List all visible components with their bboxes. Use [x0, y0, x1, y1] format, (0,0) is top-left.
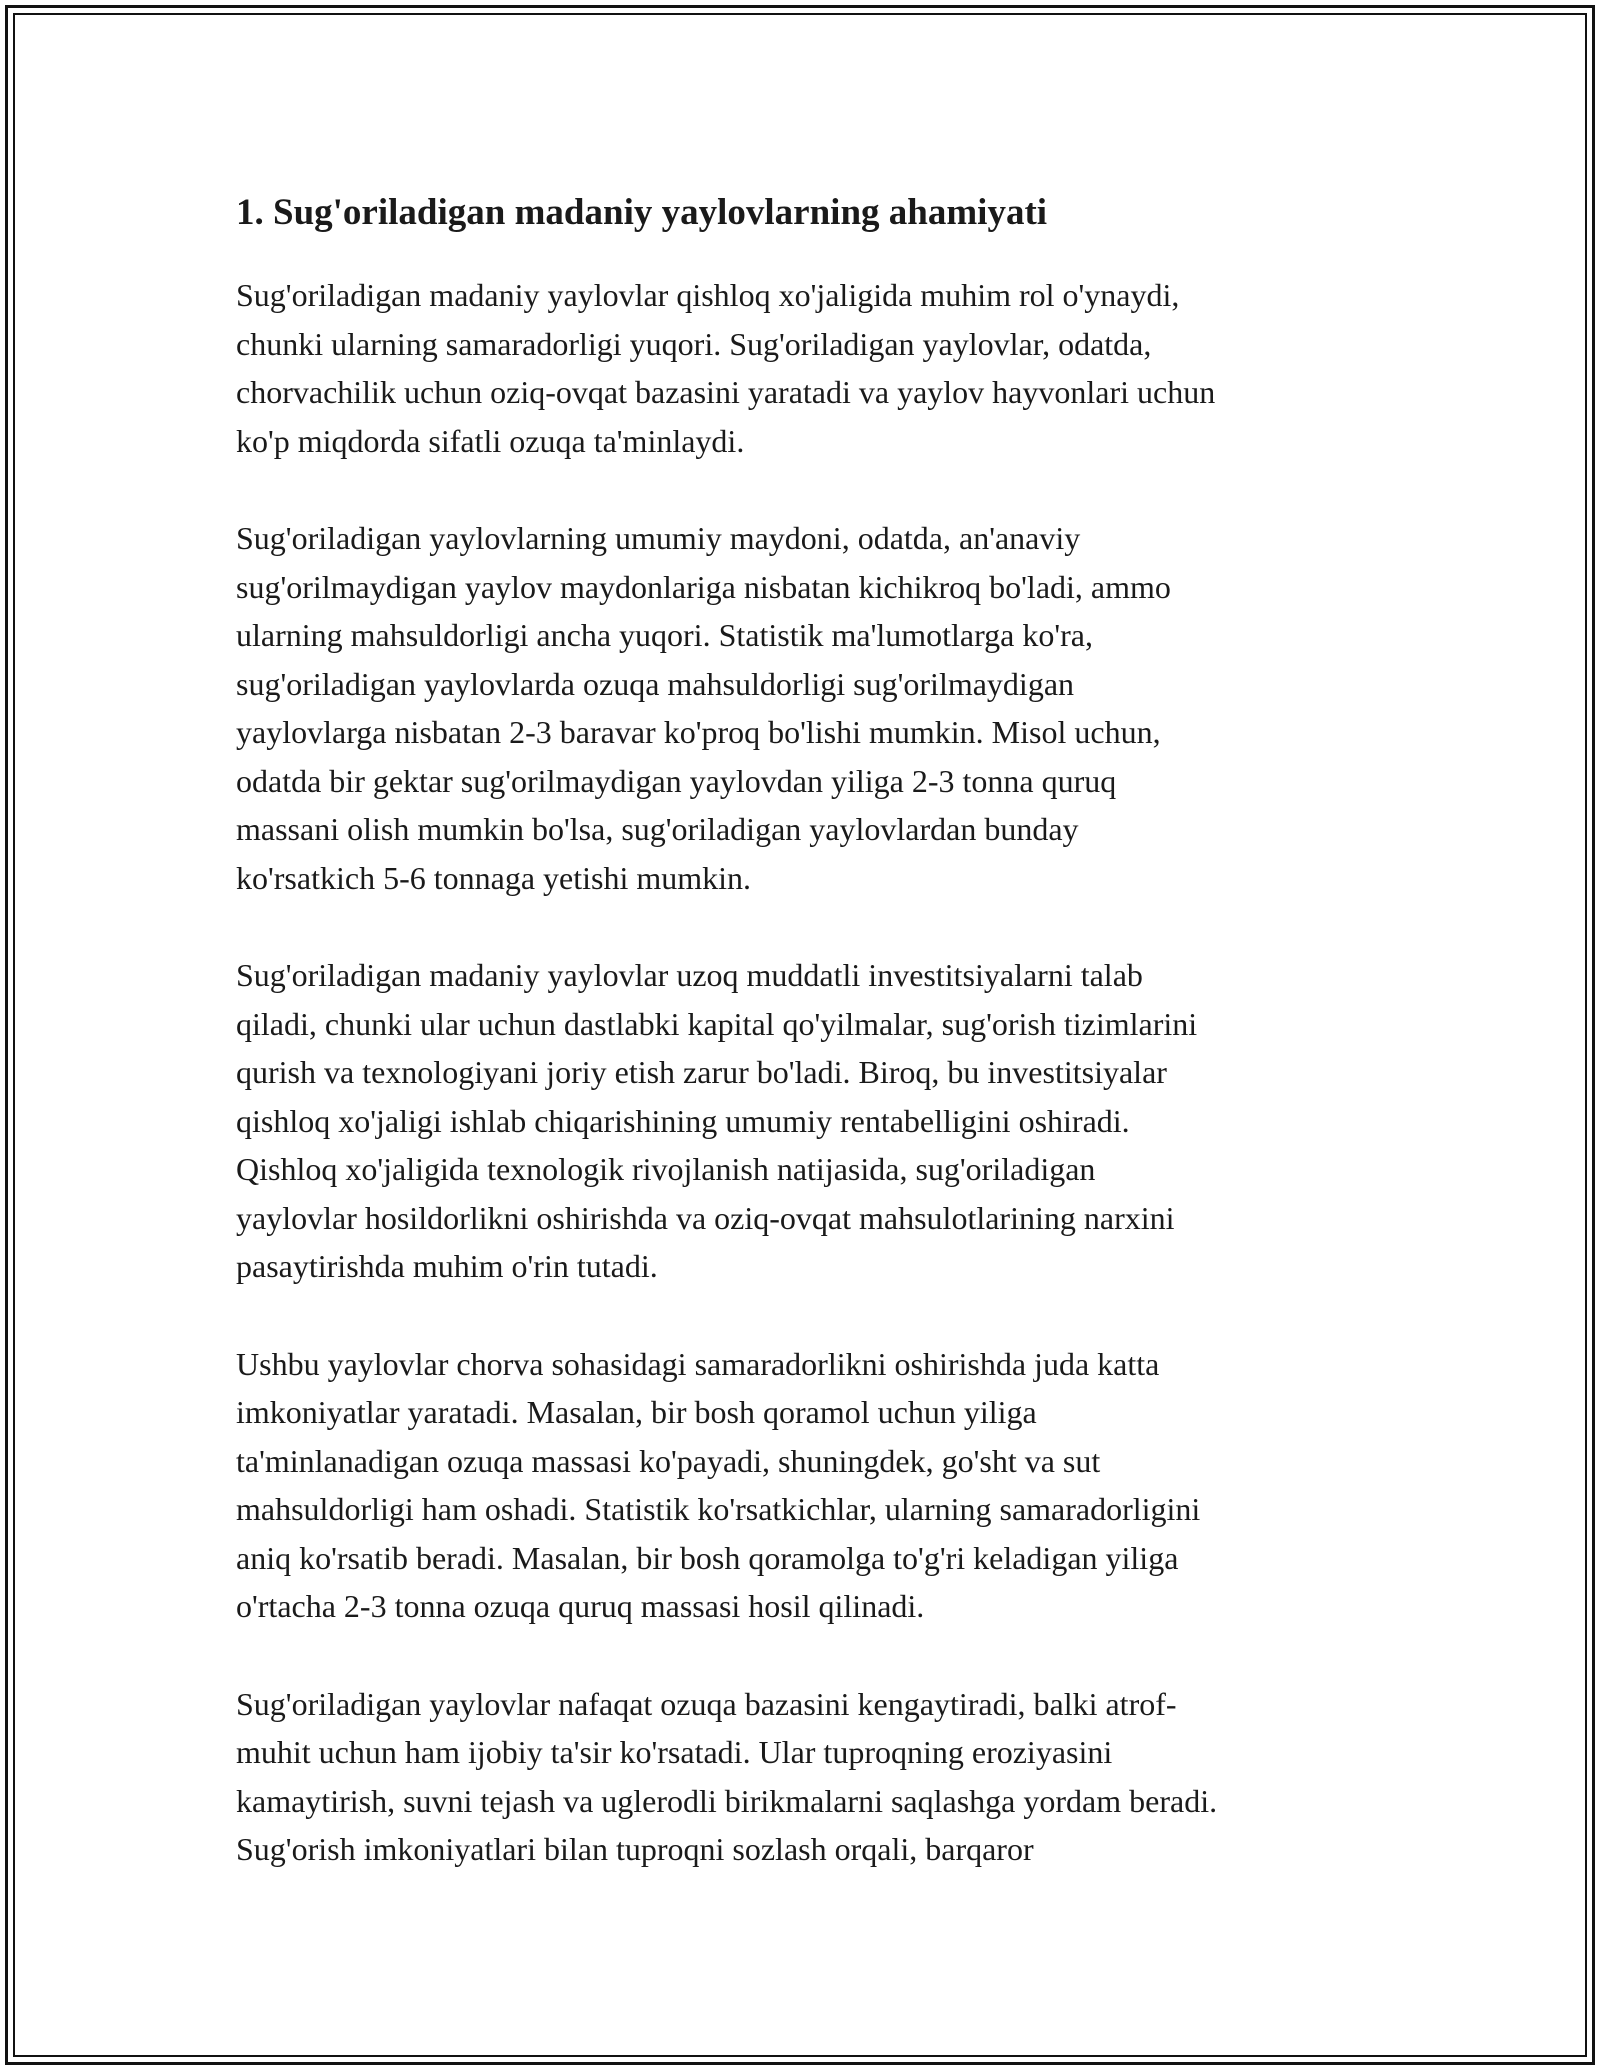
paragraph-line: imkoniyatlar yaratadi. Masalan, bir bosh qoramol uchun yiliga: [236, 1394, 1037, 1430]
paragraph-line: sug'oriladigan yaylovlarda ozuqa mahsuldorligi sug'orilmaydigan: [236, 665, 1075, 702]
paragraph-line: muhit uchun ham ijobiy ta'sir ko'rsatadi. Ular tuproqning eroziyasini: [236, 1734, 1113, 1770]
paragraph-line: ta'minlanadigan ozuqa massasi ko'payadi, shuningdek, go'sht va sut: [236, 1442, 1101, 1479]
paragraph-line: yaylovlarga nisbatan 2-3 baravar ko'proq bo'lishi mumkin. Misol uchun,: [236, 714, 1161, 750]
paragraph-line: yaylovlar hosildorlikni oshirishda va oziq-ovqat mahsulotlarining narxini: [236, 1199, 1175, 1236]
paragraph-line: ularning mahsuldorligi ancha yuqori. Statistik ma'lumotlarga ko'ra,: [236, 617, 1093, 653]
paragraph-line: Sug'oriladigan yaylovlar nafaqat ozuqa bazasini kengaytiradi, balki atrof-: [236, 1685, 1177, 1722]
paragraph-line: ko'p miqdorda sifatli ozuqa ta'minlaydi.: [236, 422, 745, 459]
section-heading: 1. Sug'oriladigan madaniy yaylovlarning ahamiyati: [236, 192, 1048, 233]
paragraph-line: aniq ko'rsatib beradi. Masalan, bir bosh qoramolga to'g'ri keladigan yiliga: [236, 1539, 1179, 1576]
paragraph-line: o'rtacha 2-3 tonna ozuqa quruq massasi hosil qilinadi.: [236, 1588, 925, 1624]
paragraph-line: Sug'orish imkoniyatlari bilan tuproqni sozlash orqali, barqaror: [236, 1831, 1034, 1867]
paragraph-line: chorvachilik uchun oziq-ovqat bazasini yaratadi va yaylov hayvonlari uchun: [236, 374, 1216, 410]
paragraph-list: [236, 271, 1386, 1874]
paragraph-line: mahsuldorligi ham oshadi. Statistik ko'rsatkichlar, ularning samaradorligini: [236, 1491, 1201, 1527]
paragraph: [236, 1680, 1386, 1874]
paragraph-line: Sug'oriladigan yaylovlarning umumiy maydoni, odatda, an'anaviy: [236, 520, 1081, 556]
paragraph: [236, 271, 1386, 465]
paragraph-line: ko'rsatkich 5-6 tonnaga yetishi mumkin.: [236, 859, 752, 896]
paragraph: [236, 1340, 1386, 1631]
paragraph-line: chunki ularning samaradorligi yuqori. Sug'oriladigan yaylovlar, odatda,: [236, 325, 1152, 362]
paragraph-line: qurish va texnologiyani joriy etish zarur bo'ladi. Biroq, bu investitsiyalar: [236, 1054, 1167, 1090]
paragraph-line: Sug'oriladigan madaniy yaylovlar qishloq xo'jaligida muhim rol o'ynaydi,: [236, 277, 1180, 313]
paragraph-line: qiladi, chunki ular uchun dastlabki kapital qo'yilmalar, sug'orish tizimlarini: [236, 1005, 1198, 1042]
paragraph-line: odatda bir gektar sug'orilmaydigan yaylovdan yiliga 2-3 tonna quruq: [236, 762, 1117, 799]
paragraph: [236, 951, 1386, 1291]
paragraph-line: pasaytirishda muhim o'rin tutadi.: [236, 1248, 658, 1284]
paragraph-line: sug'orilmaydigan yaylov maydonlariga nisbatan kichikroq bo'ladi, ammo: [236, 568, 1171, 605]
paragraph-line: Sug'oriladigan madaniy yaylovlar uzoq muddatli investitsiyalarni talab: [236, 957, 1143, 993]
document-body: [236, 185, 1386, 1923]
paragraph: [236, 514, 1386, 902]
paragraph-line: Qishloq xo'jaligida texnologik rivojlanish natijasida, sug'oriladigan: [236, 1151, 1096, 1187]
paragraph-line: Ushbu yaylovlar chorva sohasidagi samaradorlikni oshirishda juda katta: [236, 1345, 1160, 1382]
paragraph-line: kamaytirish, suvni tejash va uglerodli birikmalarni saqlashga yordam beradi.: [236, 1782, 1218, 1819]
paragraph-line: qishloq xo'jaligi ishlab chiqarishining umumiy rentabelligini oshiradi.: [236, 1102, 1130, 1139]
paragraph-line: massani olish mumkin bo'lsa, sug'oriladigan yaylovlardan bunday: [236, 811, 1079, 847]
